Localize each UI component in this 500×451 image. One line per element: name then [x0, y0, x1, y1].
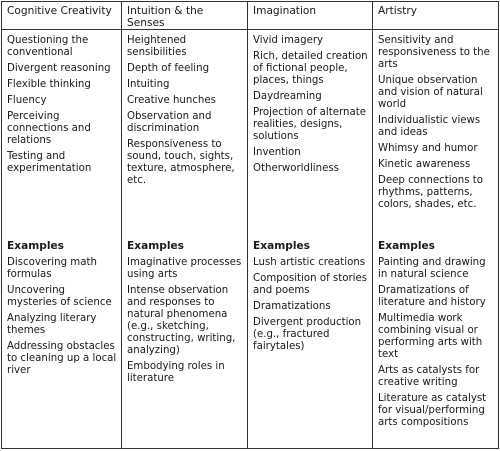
trait-item: Observation and discrimination — [127, 111, 212, 134]
example-item: Discovering math formulas — [7, 257, 97, 280]
header-cognitive-creativity: Cognitive Creativity — [2, 2, 122, 30]
trait-item: Depth of feeling — [127, 63, 210, 74]
trait-item: Otherworldliness — [253, 163, 339, 174]
trait-item: Responsiveness to sound, touch, sights, texture, atmosphere, etc. — [127, 139, 235, 186]
traits-cell-imagination — [248, 30, 373, 241]
trait-item: Deep connections to rhythms, patterns, colors, shades, etc. — [378, 175, 483, 210]
trait-item: Intuiting — [127, 79, 170, 90]
example-item: Composition of stories and poems — [253, 273, 368, 296]
trait-item: Creative hunches — [127, 95, 216, 106]
trait-item: Heightened sensibilities — [127, 35, 187, 58]
example-item: Dramatizations — [253, 301, 331, 312]
creativity-table — [1, 1, 499, 449]
trait-item: Divergent reasoning — [7, 63, 111, 74]
trait-item: Flexible thinking — [7, 79, 91, 90]
trait-item: Daydreaming — [253, 91, 322, 102]
trait-item: Vivid imagery — [253, 35, 324, 46]
trait-item: Perceiving connections and relations — [7, 111, 91, 146]
trait-item: Unique observation and vision of natural world — [378, 75, 483, 110]
creativity-table-wrapper — [1, 1, 499, 449]
examples-row — [2, 240, 499, 449]
header-artistry: Artistry — [373, 2, 499, 30]
traits-cell-intuition — [122, 30, 248, 241]
header-row — [2, 2, 499, 30]
trait-item: Kinetic awareness — [378, 159, 471, 170]
example-item: Intense observation and responses to natural phenomena (e.g., sketching, constructing, writing, analyzing) — [127, 285, 236, 356]
examples-cell-intuition — [122, 240, 248, 449]
trait-item: Whimsy and humor — [378, 143, 478, 154]
examples-cell-cognitive — [2, 240, 122, 449]
example-item: Arts as catalysts for creative writing — [378, 365, 480, 388]
example-item: Addressing obstacles to cleaning up a local river — [7, 341, 117, 376]
examples-heading: Examples — [378, 240, 435, 252]
trait-item: Projection of alternate realities, designs, solutions — [253, 107, 366, 142]
example-item: Imaginative processes using arts — [127, 257, 242, 280]
traits-cell-artistry — [373, 30, 499, 241]
trait-item: Sensitivity and responsiveness to the arts — [378, 35, 490, 70]
trait-item: Testing and experimentation — [7, 151, 92, 174]
examples-cell-imagination — [248, 240, 373, 449]
examples-cell-artistry — [373, 240, 499, 449]
example-item: Literature as catalyst for visual/performing arts compositions — [378, 393, 487, 428]
traits-cell-cognitive — [2, 30, 122, 241]
trait-item: Rich, detailed creation of fictional people, places, things — [253, 51, 368, 86]
header-imagination: Imagination — [248, 2, 373, 30]
traits-row — [2, 30, 499, 241]
example-item: Divergent production (e.g., fractured fairytales) — [253, 317, 362, 352]
examples-heading: Examples — [127, 240, 184, 252]
trait-item: Questioning the conventional — [7, 35, 89, 58]
examples-heading: Examples — [253, 240, 310, 252]
example-item: Lush artistic creations — [253, 257, 366, 268]
trait-item: Invention — [253, 147, 301, 158]
examples-heading: Examples — [7, 240, 64, 252]
header-intuition-senses: Intuition & the Senses — [122, 2, 248, 30]
example-item: Uncovering mysteries of science — [7, 285, 112, 308]
example-item: Dramatizations of literature and history — [378, 285, 486, 308]
trait-item: Fluency — [7, 95, 47, 106]
example-item: Embodying roles in literature — [127, 361, 225, 384]
trait-item: Individualistic views and ideas — [378, 115, 481, 138]
example-item: Multimedia work combining visual or performing arts with text — [378, 313, 483, 360]
example-item: Painting and drawing in natural science — [378, 257, 486, 280]
example-item: Analyzing literary themes — [7, 313, 97, 336]
